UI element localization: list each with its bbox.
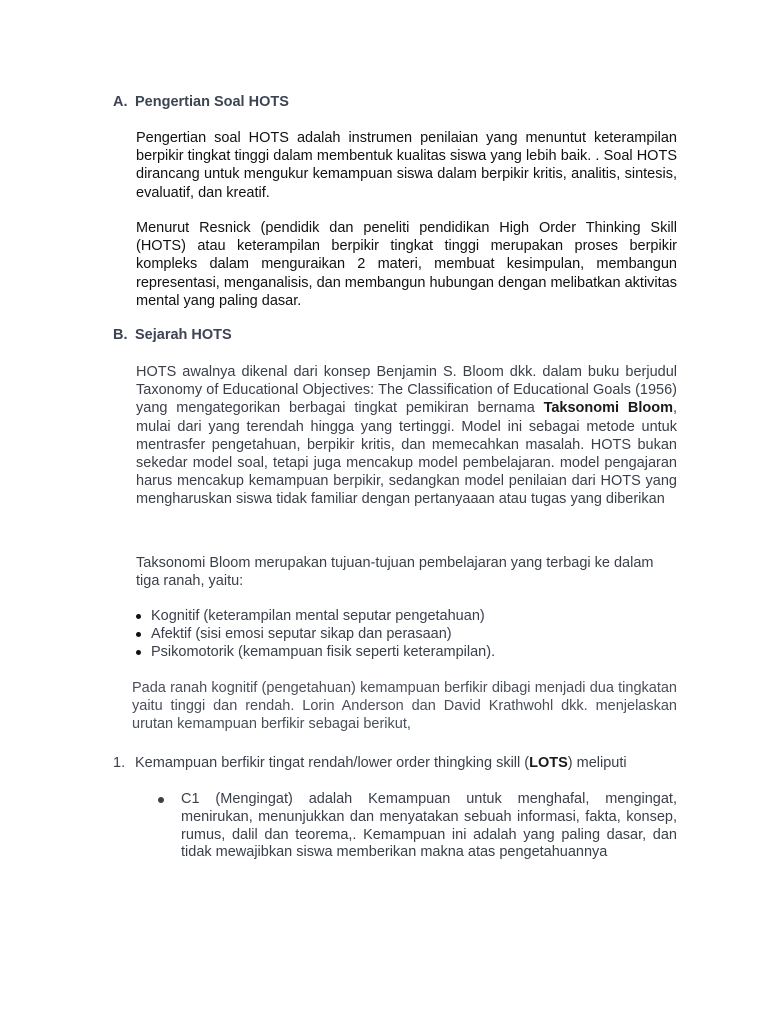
section-b-title: Sejarah HOTS xyxy=(135,327,232,343)
section-b-paragraph-1 xyxy=(136,363,677,509)
item-1-number: 1. xyxy=(113,755,126,771)
section-b-paragraph-2: Taksonomi Bloom merupakan tujuan-tujuan pembelajaran yang terbagi ke dalam tiga ranah, yaitu: xyxy=(136,555,654,590)
list-item: Afektif (sisi emosi seputar sikap dan perasaan) xyxy=(136,625,677,643)
list-item: Kognitif (keterampilan mental seputar pengetahuan) xyxy=(136,607,677,625)
section-b-p1-text: HOTS awalnya dikenal dari konsep Benjamin S. Bloom dkk. dalam buku berjudul Taxonomy of Educational Objectives: The Classification of Educational Goals (1956) yang mengategorikan berbagai tingkat pemikiran bernama xyxy=(136,364,677,417)
section-b-number: B. xyxy=(113,327,128,343)
section-a-heading xyxy=(113,94,289,110)
bullet-dot-icon xyxy=(158,797,164,803)
list-item: Psikomotorik (kemampuan fisik seperti keterampilan). xyxy=(136,643,677,661)
section-b-p1-text-continued: , mulai dari yang terendah hingga yang tertinggi. Model ini sebagai metode untuk mentrasfer pengetahuan, berpikir kritis, dan memecahkan masalah. HOTS bukan sekedar model soal, tetapi juga mencakup model pembelajaran. model pengajaran harus mencakup kemampuan berpikir, sedangkan model penilaian dari HOTS yang mengharuskan siswa tidak familiar dengan pertanyaaan atau tugas yang diberikan xyxy=(136,400,677,508)
domain-list xyxy=(136,607,677,662)
sub-item-c1: C1 (Mengingat) adalah Kemampuan untuk menghafal, mengingat, menirukan, menunjukkan dan menyatakan sebuah informasi, fakta, konsep, rumus, dalil dan teorema,. Kemampuan ini adalah yang paling dasar, dan tidak mewajibkan siswa memberikan makna atas pengetahuannya xyxy=(181,791,677,861)
item-1-text: Kemampuan berfikir tingat rendah/lower order thingking skill ( xyxy=(135,755,530,771)
section-b-paragraph-3: Pada ranah kognitif (pengetahuan) kemampuan berfikir dibagi menjadi dua tingkatan yaitu tinggi dan rendah. Lorin Anderson dan David Krathwohl dkk. menjelaskan urutan kemampuan berfikir sebagai berikut, xyxy=(132,680,677,733)
lots-bold: LOTS xyxy=(529,755,568,771)
item-1-text-continued: ) meliputi xyxy=(567,755,627,771)
section-a-paragraph-2: Menurut Resnick (pendidik dan peneliti pendidikan High Order Thinking Skill (HOTS) atau keterampilan berpikir tingkat tinggi merupakan proses berpikir kompleks dalam menguraikan 2 materi, membuat kesimpulan, membangun representasi, menganalisis, dan membangun hubungan dengan melibatkan aktivitas mental yang paling dasar. xyxy=(136,220,677,309)
section-a-paragraph-1: Pengertian soal HOTS adalah instrumen penilaian yang menuntut keterampilan berpikir tingkat tinggi dalam membentuk kualitas siswa yang lebih baik. . Soal HOTS dirancang untuk mengukur kemampuan siswa dalam berpikir kritis, analitis, sintesis, evaluatif, dan kreatif. xyxy=(136,130,677,201)
section-b-heading xyxy=(113,327,232,343)
section-a-number: A. xyxy=(113,94,128,110)
taksonomi-bloom-bold: Taksonomi Bloom xyxy=(543,400,673,417)
section-a-title: Pengertian Soal HOTS xyxy=(135,94,289,110)
numbered-item-1 xyxy=(113,755,683,771)
